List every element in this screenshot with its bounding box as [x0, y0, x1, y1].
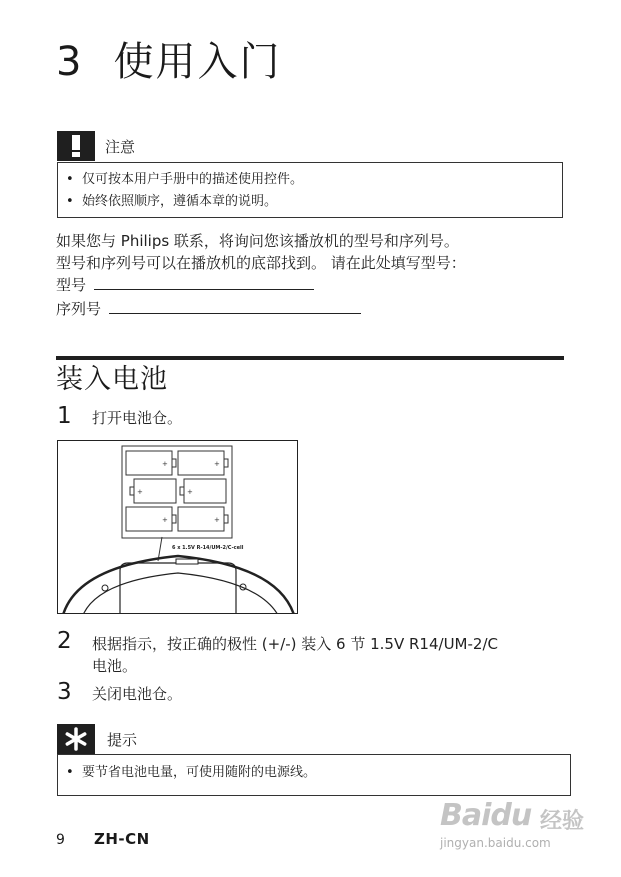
notice-item-text: 仅可按本用户手册中的描述使用控件。 [82, 172, 304, 187]
step-text: 关闭电池仓。 [92, 685, 183, 703]
tip-item [66, 762, 570, 784]
bullet-dot: • [66, 765, 74, 780]
notice-title: 注意 [105, 137, 136, 156]
notice-header [57, 131, 135, 161]
step-number: 2 [57, 628, 72, 654]
notice-box [57, 162, 563, 218]
serial-field [56, 298, 361, 320]
battery-spec-label: 6 x 1.5V R-14/UM-2/C-cell [172, 545, 244, 551]
model-blank-line [94, 275, 314, 290]
model-label: 型号 [56, 276, 87, 294]
section-rule [56, 356, 564, 360]
svg-text:+: + [137, 488, 143, 496]
intro-line-2: 型号和序列号可以在播放机的底部找到。 请在此处填写型号： [56, 254, 466, 272]
svg-text:+: + [214, 516, 220, 524]
notice-item [66, 169, 562, 191]
bullet-dot: • [66, 172, 74, 187]
svg-text:+: + [162, 516, 168, 524]
baidu-watermark [438, 798, 588, 854]
step-text-continued: 电池。 [92, 657, 138, 675]
step-number: 3 [57, 679, 72, 705]
page-number: 9 [56, 832, 65, 848]
serial-blank-line [109, 299, 361, 314]
step-text: 根据指示，按正确的极性 (+/-) 装入 6 节 1.5V R14/UM-2/C [92, 635, 498, 653]
notice-item-text: 始终依照顺序，遵循本章的说明。 [82, 194, 278, 209]
model-field [56, 274, 314, 296]
step-number: 1 [57, 403, 72, 429]
tip-title: 提示 [107, 730, 138, 749]
notice-item [66, 191, 562, 213]
exclamation-icon [57, 131, 95, 161]
svg-text:+: + [187, 488, 193, 496]
tip-box [57, 754, 571, 796]
tip-item-text: 要节省电池电量，可使用随附的电源线。 [82, 765, 317, 780]
chapter-number: 3 [56, 39, 84, 85]
watermark-url: jingyan.baidu.com [440, 836, 551, 850]
watermark-brand: Baidu [440, 798, 532, 833]
language-code: ZH-CN [94, 830, 150, 848]
section-title: 装入电池 [56, 364, 168, 395]
battery-compartment-figure [57, 440, 298, 614]
svg-text:+: + [214, 460, 220, 468]
chapter-title [56, 36, 281, 88]
bullet-dot: • [66, 194, 74, 209]
asterisk-icon [57, 724, 95, 754]
serial-label: 序列号 [56, 300, 102, 318]
intro-line-1: 如果您与 Philips 联系，将询问您该播放机的型号和序列号。 [56, 232, 459, 250]
chapter-title-text: 使用入门 [113, 39, 282, 85]
svg-text:+: + [162, 460, 168, 468]
watermark-cn: 经验 [540, 809, 585, 834]
step-text: 打开电池仓。 [92, 409, 183, 427]
battery-compartment-illustration [58, 441, 298, 614]
tip-header [57, 724, 137, 754]
